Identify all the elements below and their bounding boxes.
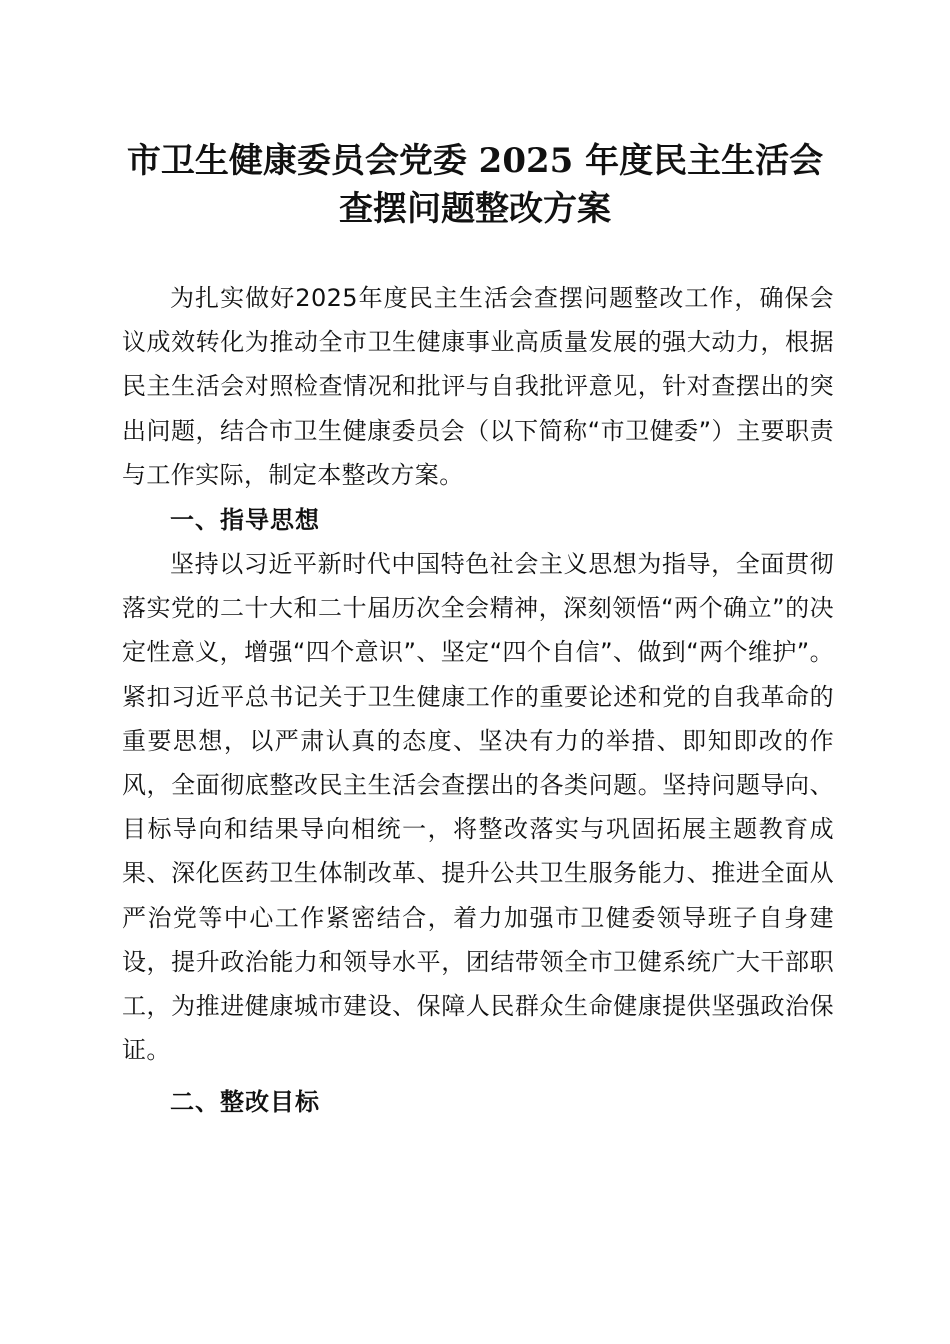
section-heading-rectification-goals: 二、整改目标 <box>170 1088 320 1116</box>
intro-paragraph: 为扎实做好2025年度民主生活会查摆问题整改工作，确保会议成效转化为推动全市卫生健康事业高质量发展的强大动力，根据民主生活会对照检查情况和批评与自我批评意见，针对查摆出的突出问题，结合市卫生健康委员会（以下简称“市卫健委”）主要职责与工作实际，制定本整改方案。 <box>122 284 834 489</box>
guiding-ideology-paragraph: 坚持以习近平新时代中国特色社会主义思想为指导，全面贯彻落实党的二十大和二十届历次全会精神，深刻领悟“两个确立”的决定性意义，增强“四个意识”、坚定“四个自信”、做到“两个维护”。紧扣习近平总书记关于卫生健康工作的重要论述和党的自我革命的重要思想，以严肃认真的态度、坚决有力的举措、即知即改的作风，全面彻底整改民主生活会查摆出的各类问题。坚持问题导向、目标导向和结果导向相统一，将整改落实与巩固拓展主题教育成果、深化医药卫生体制改革、提升公共卫生服务能力、推进全面从严治党等中心工作紧密结合，着力加强市卫健委领导班子自身建设，提升政治能力和领导水平，团结带领全市卫健系统广大干部职工，为推进健康城市建设、保障人民群众生命健康提供坚强政治保证。 <box>122 550 834 1065</box>
section-heading-guiding-ideology: 一、指导思想 <box>170 506 320 534</box>
document-title-line-2: 查摆问题整改方案 <box>339 189 611 229</box>
document-title-line-1: 市卫生健康委员会党委 2025 年度民主生活会 <box>126 141 824 181</box>
